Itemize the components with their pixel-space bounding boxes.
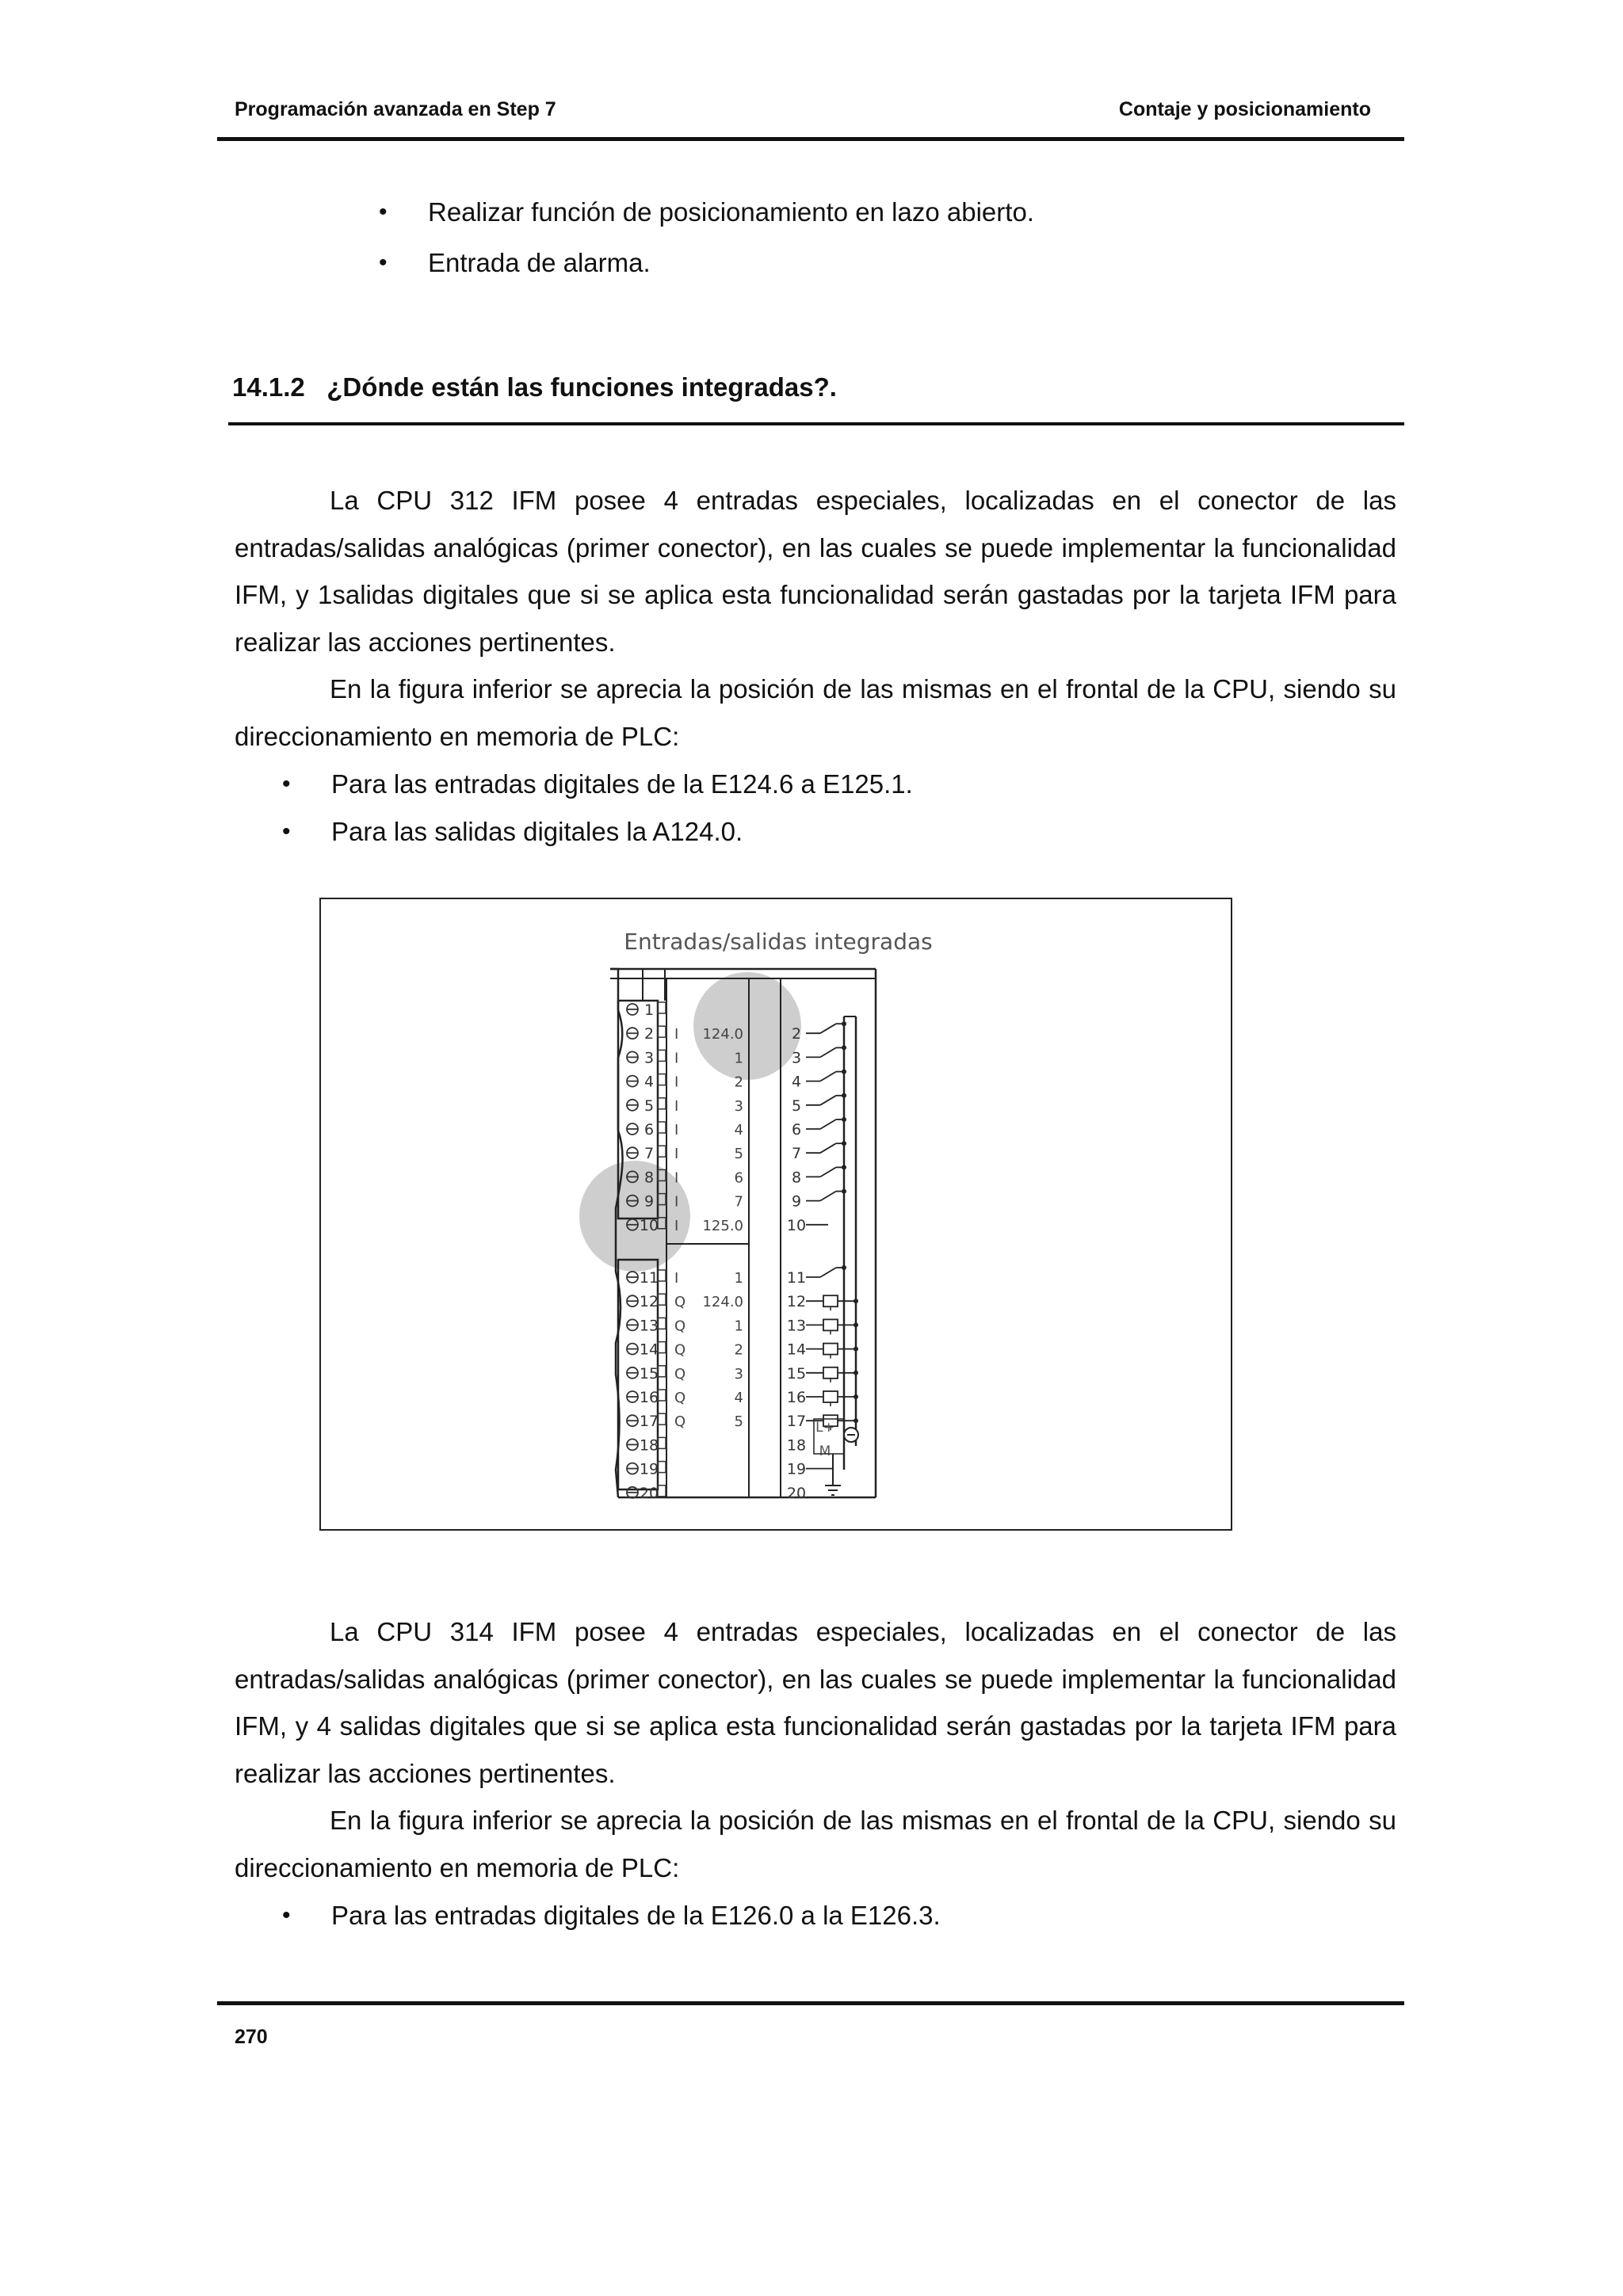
section-rule <box>228 422 1404 425</box>
terminal-group <box>787 1025 806 1502</box>
bullet-icon: • <box>379 199 388 225</box>
io-address-label: 124.0 <box>702 1294 743 1311</box>
terminal-number: 15 <box>786 1364 807 1383</box>
terminal-number: 20 <box>786 1484 807 1502</box>
pin-contact <box>658 1390 666 1401</box>
pin-contact <box>658 1098 666 1109</box>
section-heading <box>232 372 837 402</box>
bullet-icon: • <box>379 250 388 276</box>
switch-contact-icon <box>820 1047 836 1057</box>
pin-number: 13 <box>639 1317 659 1335</box>
terminal-number: 5 <box>791 1097 802 1115</box>
pin-number: 1 <box>643 1001 655 1019</box>
io-type-label: I <box>674 1122 679 1138</box>
junction-dot <box>854 1418 858 1423</box>
field-device-group <box>806 1021 858 1468</box>
load-coil-icon <box>823 1319 838 1330</box>
paragraph: En la figura inferior se aprecia la posición de las mismas en el frontal de la CPU, siendo su direccionamiento en memoria de PLC: <box>235 1806 1396 1882</box>
io-address-label: 2 <box>734 1074 743 1091</box>
load-coil-icon <box>823 1391 838 1402</box>
pin-contact <box>658 1342 666 1353</box>
pin-number: 19 <box>639 1460 659 1478</box>
pin-contact <box>658 1050 666 1061</box>
section-title: ¿Dónde están las funciones integradas?. <box>327 372 837 402</box>
terminal-number: 14 <box>786 1341 807 1359</box>
junction-dot <box>854 1371 858 1375</box>
pin-number: 10 <box>639 1216 659 1234</box>
terminal-number: 7 <box>791 1145 802 1163</box>
paragraph: En la figura inferior se aprecia la posición de las mismas en el frontal de la CPU, siendo su direccionamiento en memoria de PLC: <box>235 674 1396 751</box>
io-address-label: 1 <box>734 1318 743 1335</box>
pin-contact <box>658 1486 666 1497</box>
terminal-number: 4 <box>791 1073 802 1091</box>
io-address-label: 124.0 <box>702 1026 743 1043</box>
io-address-label: 3 <box>734 1097 743 1115</box>
junction-dot <box>842 1117 846 1122</box>
pin-contact <box>658 1002 666 1013</box>
bullet-icon: • <box>282 1902 291 1928</box>
paragraph: La CPU 314 IFM posee 4 entradas especiales, localizadas en el conector de las entradas/salidas analógicas (primer conector), en las cuales se puede implementar la funcionalidad IFM, y 4 salidas digitales que si se aplica esta funcionalidad serán gastadas por la tarjeta IFM para realizar las acciones pertinentes. <box>235 1617 1396 1788</box>
io-type-label: Q <box>674 1318 686 1335</box>
pin-contact <box>658 1462 666 1473</box>
io-address-label: 125.0 <box>702 1217 743 1234</box>
terminal-number: 12 <box>786 1293 807 1311</box>
io-address-label: 4 <box>734 1390 743 1406</box>
switch-contact-icon <box>820 1192 836 1201</box>
terminal-number: 3 <box>791 1049 802 1067</box>
terminal-number: 18 <box>786 1436 807 1455</box>
section-number: 14.1.2 <box>232 372 305 402</box>
switch-contact-icon <box>820 1096 836 1105</box>
bullet-icon: • <box>282 818 291 845</box>
pin-number: 3 <box>643 1049 655 1067</box>
io-type-label: I <box>674 1270 679 1287</box>
terminal-number: 2 <box>791 1025 802 1043</box>
supply-minus-label: M <box>819 1444 831 1459</box>
pin-number: 6 <box>643 1121 655 1138</box>
pin-number: 16 <box>639 1389 659 1406</box>
figure-title: Entradas/salidas integradas <box>624 929 933 955</box>
io-type-label: Q <box>674 1365 686 1383</box>
terminal-number: 17 <box>786 1413 807 1431</box>
pin-number: 7 <box>643 1145 655 1163</box>
io-address-label: 5 <box>734 1146 743 1163</box>
switch-contact-icon <box>820 1024 836 1033</box>
body-text-cpu314 <box>235 1608 1396 1891</box>
terminal-number: 16 <box>786 1389 807 1406</box>
io-address-label: 6 <box>734 1169 743 1187</box>
junction-dot <box>854 1322 858 1327</box>
io-address-label: 2 <box>734 1341 743 1359</box>
pin-contact <box>658 1413 666 1425</box>
footer-rule <box>217 2001 1404 2005</box>
pin-number: 15 <box>639 1364 659 1383</box>
paragraph: La CPU 312 IFM posee 4 entradas especiales, localizadas en el conector de las entradas/salidas analógicas (primer conector), en las cuales se puede implementar la funcionalidad IFM, y 1salidas digitales que si se aplica esta funcionalidad serán gastadas por la tarjeta IFM para realizar las acciones pertinentes. <box>235 486 1396 657</box>
junction-dot <box>842 1021 846 1026</box>
pin-number: 20 <box>639 1484 659 1502</box>
pin-contact <box>658 1318 666 1329</box>
pin-number: 9 <box>643 1192 655 1211</box>
io-type-label: I <box>674 1146 679 1163</box>
switch-contact-icon <box>820 1167 836 1177</box>
pin-contact <box>658 1026 666 1037</box>
io-address-label: 3 <box>734 1365 743 1383</box>
junction-dot <box>842 1045 846 1050</box>
terminal-number: 8 <box>791 1169 802 1187</box>
switch-contact-icon <box>820 1268 836 1277</box>
junction-dot <box>854 1299 858 1303</box>
io-wiring-figure <box>319 898 1232 1531</box>
load-coil-icon <box>823 1367 838 1379</box>
junction-dot <box>842 1189 846 1194</box>
terminal-number: 13 <box>786 1317 807 1335</box>
load-coil-icon <box>823 1295 838 1306</box>
terminal-number: 10 <box>786 1216 807 1234</box>
pin-number: 8 <box>643 1169 655 1187</box>
bullet-icon: • <box>282 771 291 797</box>
pin-number: 12 <box>639 1293 659 1311</box>
terminal-number: 6 <box>791 1121 802 1138</box>
io-type-label: Q <box>674 1413 686 1431</box>
header-rule <box>217 137 1404 141</box>
io-address-label: 1 <box>734 1050 743 1067</box>
pin-number: 5 <box>643 1097 655 1115</box>
terminal-number: 11 <box>786 1269 807 1287</box>
junction-dot <box>854 1394 858 1399</box>
io-address-label: 7 <box>734 1193 743 1211</box>
terminal-number: 9 <box>791 1192 802 1211</box>
io-type-label: Q <box>674 1294 686 1311</box>
io-type-label: I <box>674 1217 679 1234</box>
running-header-title: Programación avanzada en Step 7 <box>235 98 556 120</box>
pin-number: 4 <box>643 1073 655 1091</box>
pin-number: 2 <box>643 1025 655 1043</box>
supply-plus-label: L+ <box>815 1420 834 1436</box>
pin-contact <box>658 1270 666 1281</box>
switch-contact-icon <box>820 1119 836 1129</box>
junction-dot <box>842 1093 846 1098</box>
io-type-label: I <box>674 1074 679 1091</box>
page-number: 270 <box>235 2026 268 2048</box>
switch-contact-icon <box>820 1143 836 1153</box>
io-address-label: 4 <box>734 1122 743 1138</box>
io-address-label: 1 <box>734 1270 743 1287</box>
pin-number: 17 <box>639 1413 659 1431</box>
io-wiring-diagram <box>321 899 1231 1529</box>
io-type-label: I <box>674 1097 679 1115</box>
load-coil-icon <box>823 1344 838 1355</box>
io-address-label: 5 <box>734 1413 743 1431</box>
pin-number: 18 <box>639 1436 659 1455</box>
switch-contact-icon <box>820 1072 836 1081</box>
ground-icon <box>825 1454 841 1495</box>
pin-contact <box>658 1366 666 1377</box>
io-type-label: Q <box>674 1390 686 1406</box>
pin-number: 11 <box>639 1269 659 1287</box>
junction-dot <box>842 1070 846 1074</box>
pin-number: 14 <box>639 1341 659 1359</box>
io-type-label: I <box>674 1026 679 1043</box>
pin-contact <box>658 1146 666 1157</box>
running-header-chapter: Contaje y posicionamiento <box>1118 98 1371 120</box>
io-type-label: Q <box>674 1341 686 1359</box>
junction-dot <box>842 1265 846 1270</box>
io-type-label: I <box>674 1169 679 1187</box>
junction-dot <box>842 1165 846 1169</box>
io-type-label: I <box>674 1050 679 1067</box>
pin-contact <box>658 1437 666 1448</box>
io-type-label: I <box>674 1193 679 1211</box>
junction-dot <box>854 1347 858 1352</box>
terminal-number: 19 <box>786 1460 807 1478</box>
junction-dot <box>842 1141 846 1146</box>
pin-contact <box>658 1294 666 1305</box>
pin-contact <box>658 1074 666 1085</box>
pin-contact <box>658 1122 666 1133</box>
body-text-cpu312 <box>235 477 1396 760</box>
